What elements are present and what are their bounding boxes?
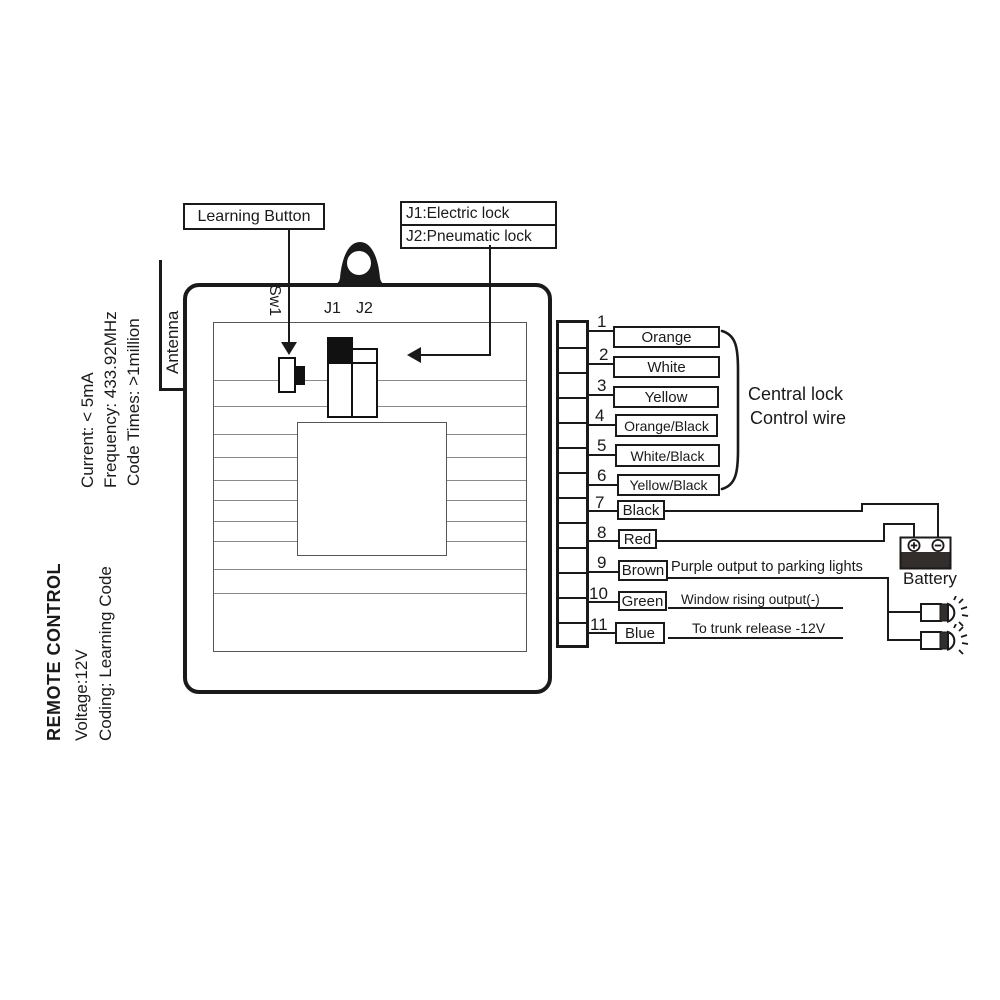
wire-10-note: Window rising output(-) [681,592,820,607]
wire-label-8: Red [618,529,657,549]
wire-num-1: 1 [597,312,607,331]
connector-cell-divider [559,447,586,449]
wire-label-2: White [613,356,720,378]
wire-num-11: 11 [590,615,608,634]
wire-9-note: Purple output to parking lights [671,559,863,575]
sw1-switch [278,357,296,393]
pcb-trace [214,569,526,570]
wire-11-route [668,637,843,639]
connector-cell-divider [559,397,586,399]
wire-11-note: To trunk release -12V [692,620,826,636]
wire-7-route [861,503,939,505]
spec-current: Current: < 5mA [78,372,97,488]
wire-num-9: 9 [597,553,607,572]
battery-icon [899,536,953,572]
wire-num-2: 2 [599,345,609,364]
connector-cell-divider [559,547,586,549]
group-label-line1: Central lock [748,384,844,404]
learning-button-callout [183,203,325,230]
pcb-trace [214,593,526,594]
wire-9-branch-1 [887,611,922,613]
spec-frequency: Frequency: 433.92MHz [101,311,120,488]
j1-label: J1 [324,300,341,317]
battery-label: Battery [903,569,957,588]
sw1-switch-nub [296,366,305,385]
connector-cell-divider [559,522,586,524]
wire-label-11: Blue [615,622,665,644]
mounting-tab-icon [330,239,390,285]
page-title: REMOTE CONTROL [44,563,64,741]
spec-coding: Coding: Learning Code [96,566,115,741]
wire-9-branch-2 [887,639,922,641]
jumper-note-callout [400,201,557,249]
wire-label-9: Brown [618,560,668,581]
wire-num-10: 10 [589,584,608,603]
wire-10-route [668,607,843,609]
wire-label-4: Orange/Black [615,414,718,437]
connector-cell-divider [559,622,586,624]
connector-cell-divider [559,372,586,374]
connector-cell-divider [559,572,586,574]
j1-jumper-cap [327,337,353,364]
wire-num-3: 3 [597,376,607,395]
ic-chip [297,422,447,556]
wire-num-8: 8 [597,523,607,542]
antenna-wire-horizontal [159,388,185,391]
wire-8-route [883,523,915,525]
group-label-line2: Control wire [750,408,847,428]
wire-9-route [887,577,889,641]
jumper-note-arrow-vline [489,245,491,356]
wire-label-5: White/Black [615,444,720,467]
wire-7-route [937,503,939,539]
wire-num-4: 4 [595,406,605,425]
connector-cell-divider [559,472,586,474]
learning-button-arrow-line [288,229,290,345]
pin-connector [556,320,589,648]
wire-9-route [668,577,889,579]
j2-jumper-socket [351,348,378,418]
wire-8-route [883,523,885,542]
sw1-label: Sw1 [266,285,283,317]
learning-button-label: Learning Button [197,207,311,225]
central-lock-brace-icon [716,328,748,492]
connector-cell-divider [559,422,586,424]
wire-label-10: Green [618,591,667,611]
spec-voltage: Voltage:12V [72,649,91,741]
wire-num-6: 6 [597,466,607,485]
spec-code-times: Code Times: >1million [124,318,143,486]
mounting-hole [347,251,371,275]
wire-label-6: Yellow/Black [617,474,720,496]
connector-cell-divider [559,597,586,599]
wire-label-3: Yellow [613,386,719,408]
wire-label-7: Black [617,500,665,520]
wire-label-1: Orange [613,326,720,348]
jumper-note-line1: J1:Electric lock [402,203,555,226]
jumper-note-line2: J2:Pneumatic lock [406,227,532,245]
jumper-note-arrow-hline [420,354,491,356]
j1-jumper-socket [327,362,353,418]
j2-label: J2 [356,300,373,317]
wire-num-7: 7 [595,493,605,512]
learning-button-arrowhead-icon [281,342,297,355]
connector-cell-divider [559,497,586,499]
antenna-label: Antenna [163,310,182,374]
j2-jumper-divider [353,350,376,364]
parking-light-bulb-icon [918,624,974,658]
wire-num-5: 5 [597,436,607,455]
jumper-note-arrowhead-icon [407,347,421,363]
connector-cell-divider [559,347,586,349]
antenna-wire-vertical [159,260,162,390]
